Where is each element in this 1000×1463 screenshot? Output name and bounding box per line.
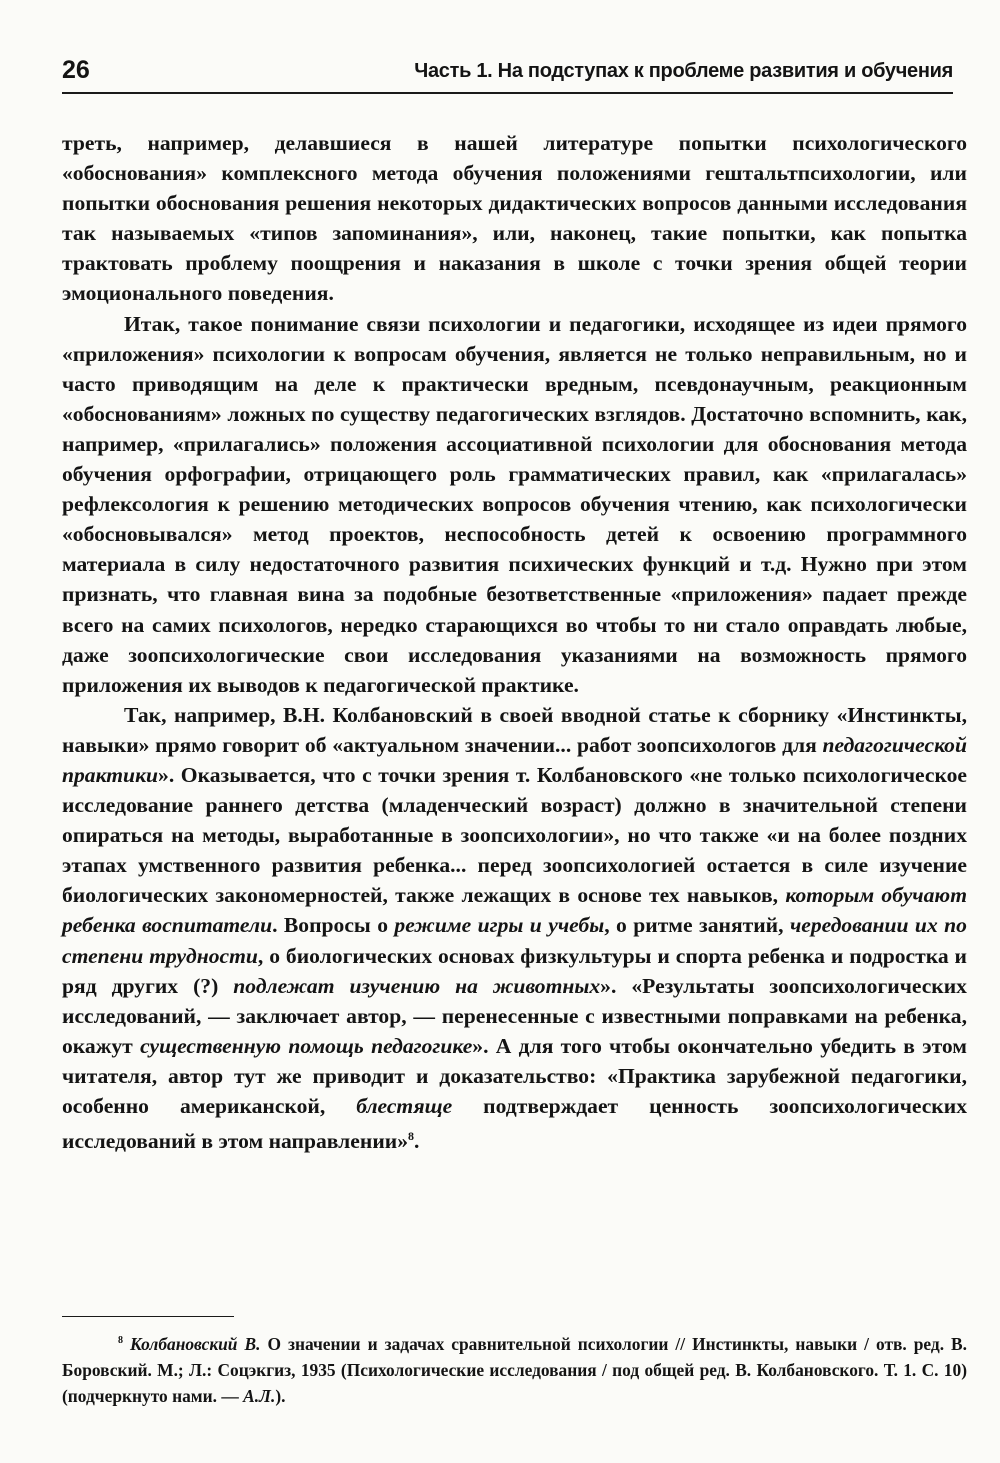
text-run: Так, например, В.Н. Колбановский в своей вводной статье к сборнику «Инстинкты, навыки» прямо говорит об «актуальном значении... работ зоопсихологов для — [62, 702, 967, 757]
text-run: ». «Результаты зоопсихологических исследований, — заключает автор, — перенесенные с известными поправками на ребенка, окажут — [62, 973, 967, 1058]
text-run: , о биологических основах физкультуры и спорта ребенка и подростка и ряд других (?) — [62, 943, 967, 998]
italic-emphasis: педагогической практики — [62, 732, 967, 787]
text-run: подтверждает ценность зоопсихологических исследований в этом направлении» — [62, 1094, 967, 1154]
italic-emphasis: существенную помощь педагогике — [140, 1033, 473, 1058]
footnote — [62, 1328, 967, 1409]
italic-emphasis: режиме игры и учебы — [394, 913, 605, 938]
paragraph-2: Итак, такое понимание связи психологии и педагогики, исходящее из идеи прямого «приложения» психологии к вопросам обучения, является не только неправильным, но и часто приводящим на деле к практически вредным, псевдонаучным, реакционным «обоснованиям» ложных по существу педагогических взглядов. Достаточно вспомнить, как, например, «прилагались» положения ассоциативной психологии для обоснования метода обучения орфографии, отрицающего роль грамматических правил, как «прилагалась» рефлексология к решению методических вопросов обучения чтению, как психологически «обосновывался» метод проектов, неспособность детей к освоению программного материала в силу недостаточного развития психических функций и т.д. Нужно при этом признать, что главная вина за подобные безответственные «приложения» падает прежде всего на самих психологов, нередко старающихся во чтобы то ни стало оправдать любые, даже зоопсихологические свои исследования указаниями на возможность прямого приложения их выводов к педагогической практике. — [62, 311, 967, 697]
text-run: . Вопросы о — [272, 913, 395, 938]
text-run: . — [414, 1129, 420, 1154]
footnote-marker: 8 — [118, 1335, 123, 1346]
footnote-divider — [62, 1316, 234, 1317]
italic-emphasis: блестяще — [356, 1094, 453, 1118]
running-head: Часть 1. На подступах к проблеме развития и обучения — [414, 60, 953, 82]
footnote-end: ). — [275, 1385, 286, 1406]
page-header — [62, 52, 953, 94]
text-run: , о ритме занятий, — [604, 913, 790, 938]
footnote-text: О значении и задачах сравнительной психологии // Инстинкты, навыки / отв. ред. В. Боровский. М.; Л.: Соцэкгиз, 1935 (Психологические исследования / под общей ред. В. Колбановского. Т. 1. С. 10) (подчеркнуто нами. — — [62, 1333, 967, 1406]
paragraph-3 — [62, 700, 967, 1157]
footnote-initials: А.Л. — [243, 1385, 276, 1406]
italic-emphasis: подлежат изучению на животных — [233, 973, 601, 998]
italic-emphasis: которым обучают ребенка воспитатели — [62, 883, 967, 938]
paragraph-1: треть, например, делавшиеся в нашей литературе попытки психологического «обоснования» комплексного метода обучения положениями гештальтпсихологии, или попытки обоснования решения некоторых дидактических вопросов данными исследования так называемых «типов запоминания», или, наконец, такие попытки, как попытка трактовать проблему поощрения и наказания в школе с точки зрения общей теории эмоционального поведения. — [62, 131, 967, 306]
italic-emphasis: чередовании их по степени трудности — [62, 913, 967, 968]
page-number: 26 — [62, 56, 90, 84]
main-text — [62, 128, 967, 1156]
footnote-8 — [62, 1328, 967, 1409]
text-run: ». А для того чтобы окончательно убедить в этом читателя, автор тут же приводит и доказательство: «Практика зарубежной педагогики, особенно американской, — [62, 1033, 967, 1118]
footnote-reference[interactable]: 8 — [408, 1129, 414, 1144]
footnote-author: Колбановский В. — [130, 1333, 261, 1354]
text-run: ». Оказывается, что с точки зрения т. Колбановского «не только психологическое исследование раннего детства (младенческий возраст) должно в значительной степени опираться на методы, выработанные в зоопсихологии», но что также «и на более поздних этапах умственного развития ребенка... перед зоопсихологией остается в силе изучение биологических закономерностей, также лежащих в основе тех навыков, — [62, 762, 967, 908]
